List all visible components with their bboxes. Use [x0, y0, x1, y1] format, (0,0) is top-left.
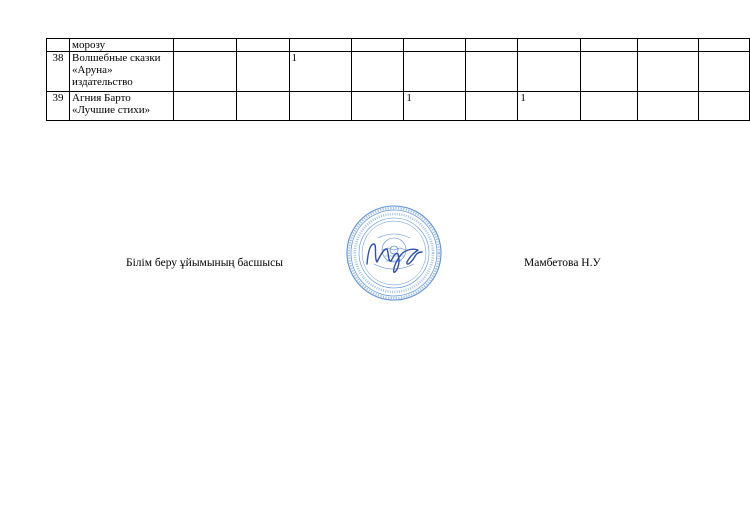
quantity-cell	[699, 52, 750, 92]
row-number-cell: 39	[47, 92, 70, 121]
quantity-cell: 1	[404, 92, 466, 121]
quantity-cell	[174, 92, 237, 121]
quantity-cell	[352, 52, 404, 92]
book-title-cell: Агния Барто «Лучшие стихи»	[70, 92, 174, 121]
quantity-cell	[237, 39, 289, 52]
quantity-cell	[580, 52, 637, 92]
official-seal-stamp	[344, 204, 444, 302]
table-body	[47, 39, 750, 121]
quantity-cell	[237, 92, 289, 121]
table-row	[47, 39, 750, 52]
quantity-cell	[174, 52, 237, 92]
quantity-cell	[466, 92, 518, 121]
quantity-cell: 1	[289, 52, 352, 92]
quantity-cell	[466, 39, 518, 52]
quantity-cell	[466, 52, 518, 92]
quantity-cell	[404, 39, 466, 52]
head-of-organization-label: Білім беру ұйымының басшысы	[126, 257, 283, 269]
quantity-cell	[580, 39, 637, 52]
quantity-cell	[580, 92, 637, 121]
quantity-cell	[637, 92, 699, 121]
signatory-name: Мамбетова Н.У	[524, 257, 601, 269]
row-number-cell	[47, 39, 70, 52]
book-title-cell: Волшебные сказки «Аруна» издательство	[70, 52, 174, 92]
table-row	[47, 52, 750, 92]
quantity-cell	[289, 92, 352, 121]
inventory-table	[46, 38, 750, 121]
quantity-cell	[518, 52, 581, 92]
quantity-cell: 1	[518, 92, 581, 121]
quantity-cell	[352, 92, 404, 121]
quantity-cell	[637, 52, 699, 92]
quantity-cell	[237, 52, 289, 92]
table-row	[47, 92, 750, 121]
quantity-cell	[637, 39, 699, 52]
row-number-cell: 38	[47, 52, 70, 92]
book-title-cell: морозу	[70, 39, 174, 52]
quantity-cell	[699, 92, 750, 121]
quantity-cell	[174, 39, 237, 52]
quantity-cell	[404, 52, 466, 92]
quantity-cell	[518, 39, 581, 52]
quantity-cell	[699, 39, 750, 52]
quantity-cell	[352, 39, 404, 52]
quantity-cell	[289, 39, 352, 52]
signature-mark	[367, 244, 422, 272]
